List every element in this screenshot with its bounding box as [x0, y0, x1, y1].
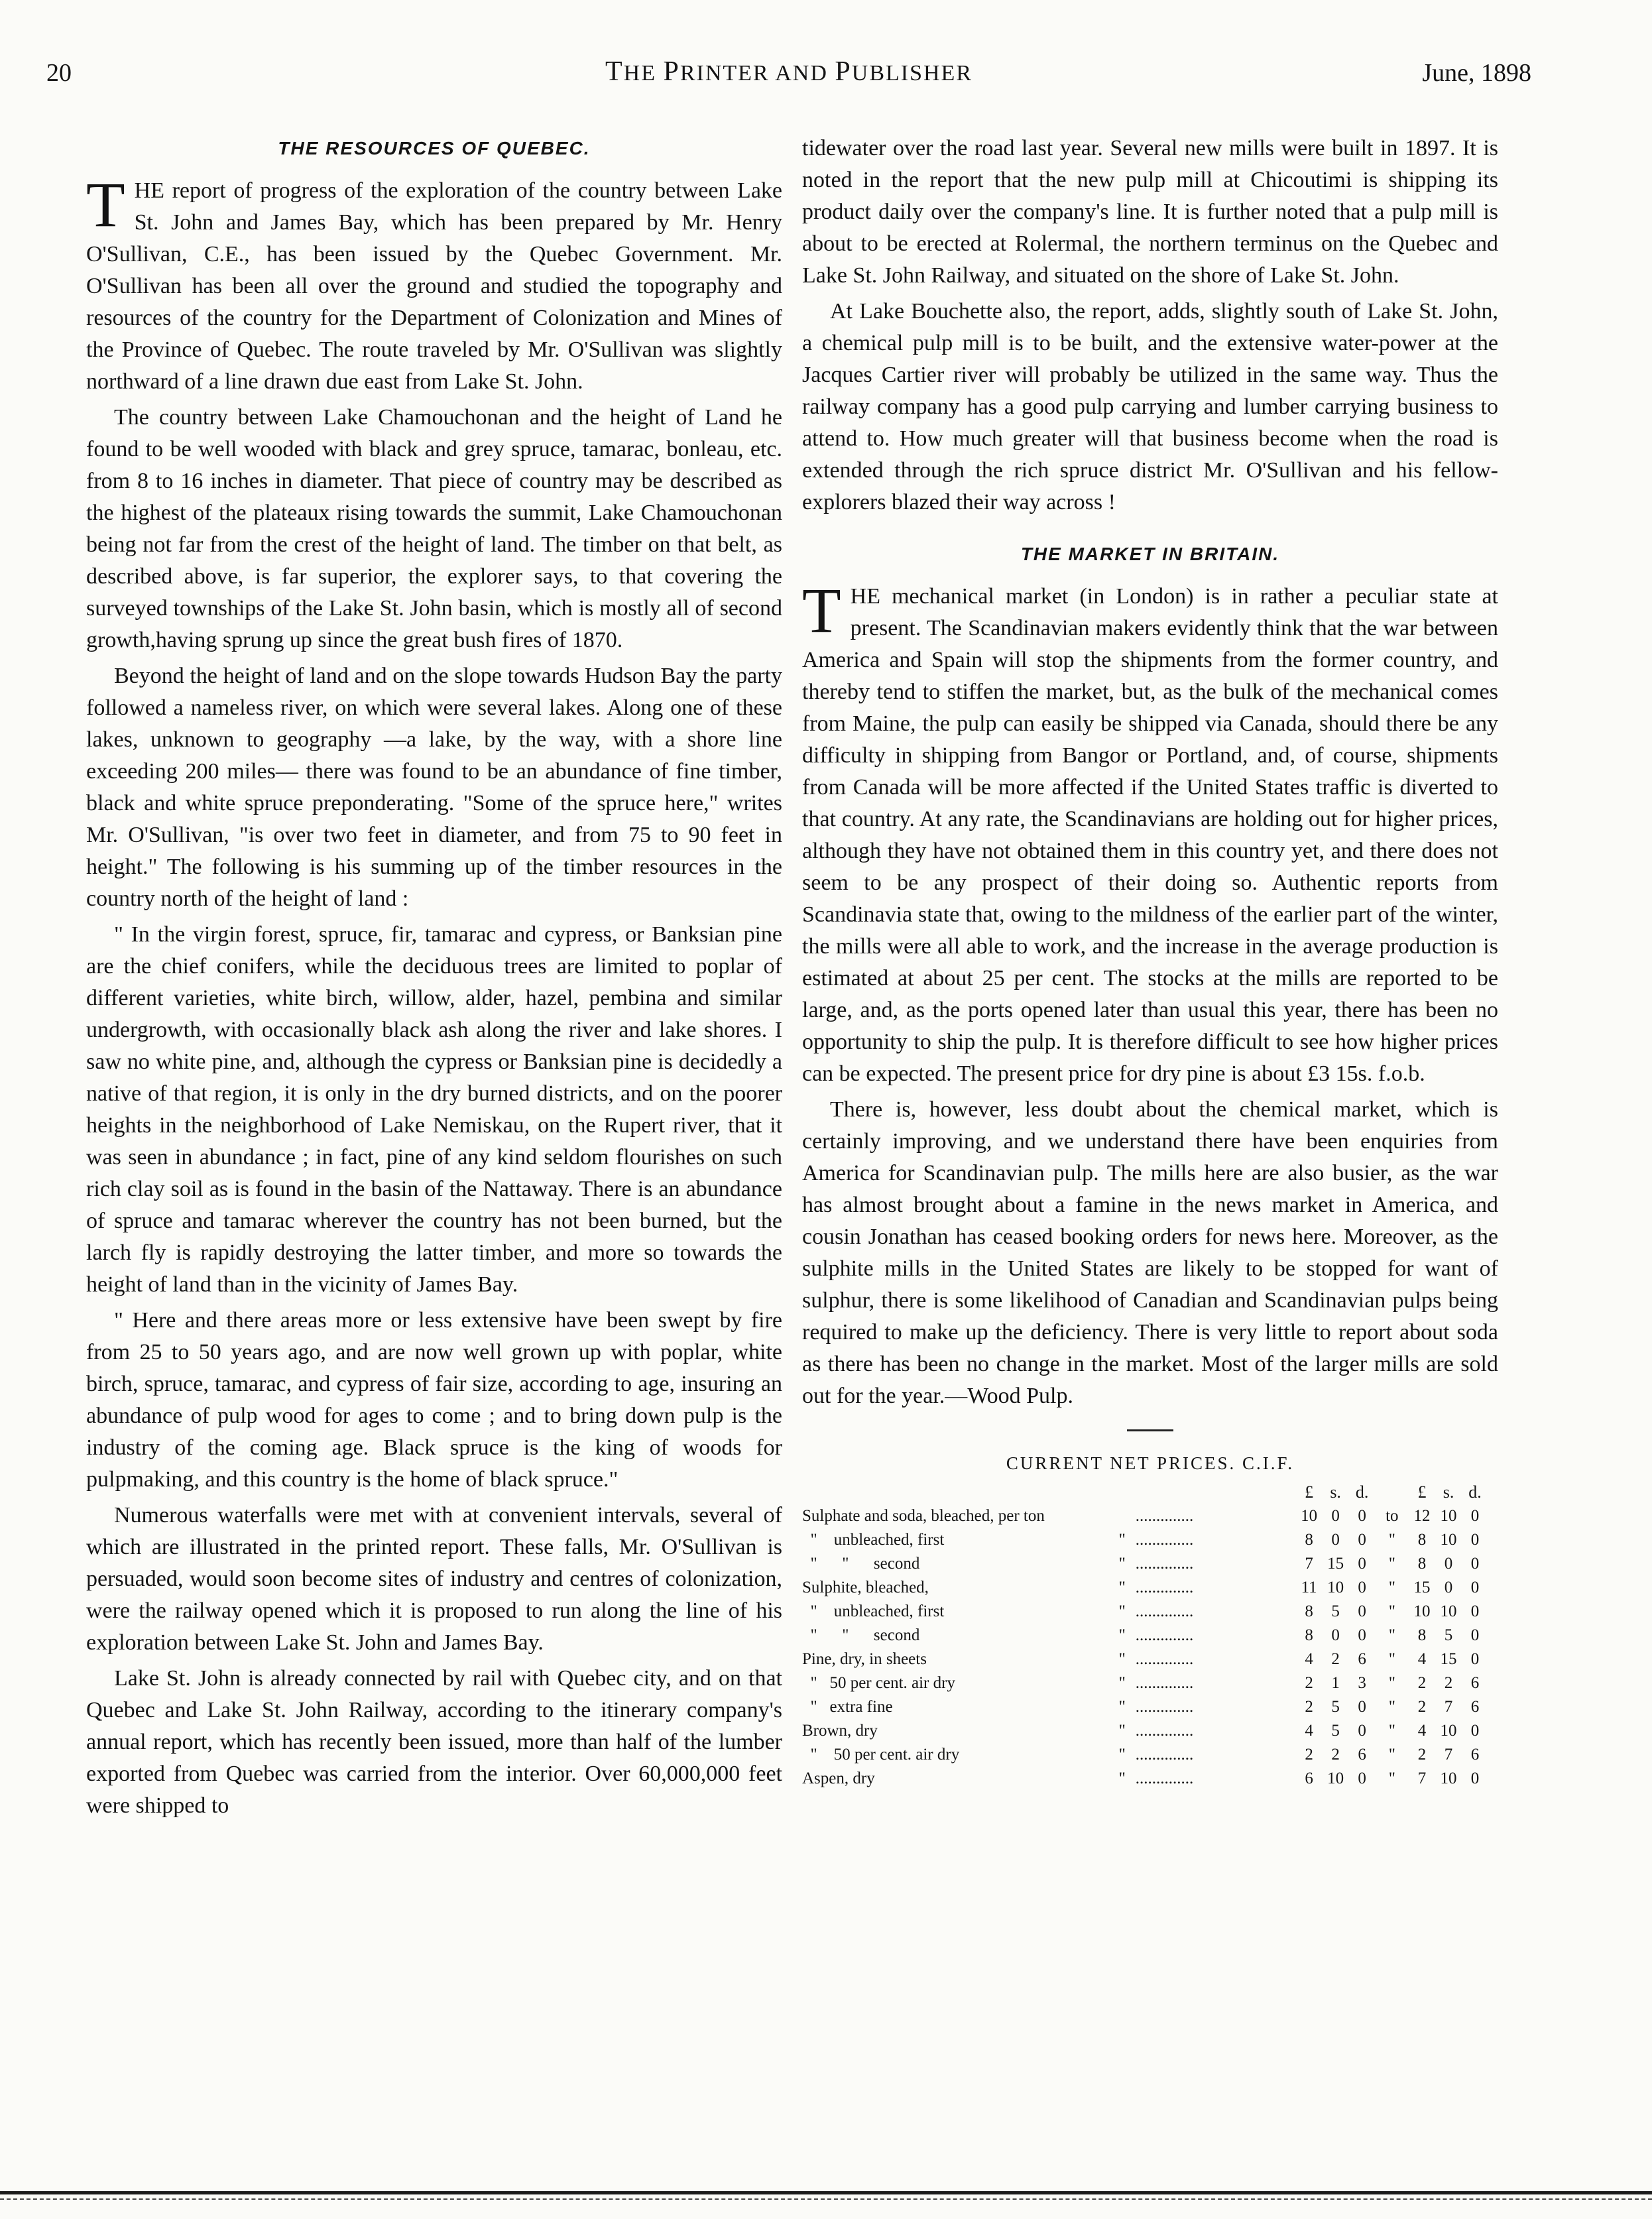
price-value: 0 — [1358, 1626, 1366, 1644]
price-value: 10 — [1440, 1722, 1457, 1740]
price-value: 8 — [1417, 1531, 1427, 1549]
price-table — [802, 1480, 1488, 1791]
price-value: 2 — [1331, 1650, 1340, 1668]
price-value: 6 — [1305, 1769, 1313, 1787]
price-value: 0 — [1470, 1531, 1480, 1549]
price-value: 2 — [1331, 1746, 1340, 1764]
price-value: 7 — [1305, 1555, 1313, 1573]
paragraph: There is, however, less doubt about the chemical market, which is certainly improving, and we understand there have been enquiries from America for Scandinavian pulp. The mills here are also busier, as the war has almost brought about a famine in the news market in America, and cousin Jonathan has ceased booking orders for news here. Moreover, as the sulphite mills in the United States are likely to be stopped for want of sulphur, there is some likelihood of Canadian and Scandinavian pulps being required to make up the deficiency. There is very little to report about soda as there has been no change in the market. Most of the larger mills are sold out for the year.—Wood Pulp. — [802, 1097, 1498, 1408]
paragraph: " Here and there areas more or less extensive have been swept by fire from 25 to 50 years ago, and are now well grown up with poplar, white birch, spruce, tamarac, and cypress of fair size, according to age, insuring an abundance of pulp wood for ages to come ; and to bring down pulp is the industry of the coming age. Black spruce is the king of woods for pulpmaking, and this country is the home of black spruce." — [86, 1308, 782, 1492]
page-header — [46, 52, 1531, 98]
range-separator: " — [1388, 1698, 1395, 1716]
price-value: 15 — [1327, 1555, 1344, 1573]
leader-dots: .............. — [1135, 1698, 1194, 1716]
ditto-mark: " — [1118, 1579, 1126, 1596]
ditto-mark: " — [1118, 1626, 1126, 1644]
ditto-mark: " — [1118, 1555, 1126, 1573]
price-value: 0 — [1358, 1555, 1366, 1573]
price-label: Sulphate and soda, bleached, per ton — [802, 1507, 1045, 1525]
price-row — [802, 1528, 1488, 1552]
price-label: " " second — [802, 1626, 920, 1644]
price-value: 0 — [1358, 1722, 1366, 1740]
price-value: 10 — [1327, 1579, 1344, 1596]
price-label: Brown, dry — [802, 1722, 878, 1740]
paragraph: Numerous waterfalls were met with at convenient intervals, several of which are illustrated in the printed report. These falls, Mr. O'Sullivan is persuaded, would soon become sites of industry and centres of colonization, were the railway opened which it is proposed to run along the line of his exploration between Lake St. John and James Bay. — [86, 1503, 782, 1655]
price-value: 0 — [1444, 1555, 1453, 1573]
price-value: 0 — [1470, 1579, 1480, 1596]
price-row — [802, 1743, 1488, 1767]
ditto-mark: " — [1118, 1650, 1126, 1668]
paragraph: " In the virgin forest, spruce, fir, tamarac and cypress, or Banksian pine are the chief conifers, while the deciduous trees are limited to poplar of different varieties, white birch, willow, alder, hazel, pembina and similar undergrowth, with occasionally black ash along the river and lake shores. I saw no white pine, and, although the cypress or Banksian pine is decidedly a native of that region, it is only in the dry burned districts, and on the poorer heights in the neighborhood of Lake Nemiskau, on the Rupert river, that it was seen in abundance ; in fact, pine of any kind seldom flourishes on such rich clay soil as is found in the basin of the Nattaway. There is an abundance of spruce and tamarac wherever the country has not been burned, but the larch fly is rapidly destroying the latter timber, and more so towards the height of land than in the vicinity of James Bay. — [86, 922, 782, 1297]
col-header: £ — [1305, 1482, 1314, 1502]
leader-dots: .............. — [1135, 1626, 1194, 1644]
title-part: RINTER AND — [679, 61, 835, 86]
paragraph-text: HE mechanical market (in London) is in rather a peculiar state at present. The Scandinavian makers evidently think that the war between America and Spain will stop the shipments from the former country, and thereby tend to stiffen the market, but, as the bulk of the mechanical comes from Maine, the pulp can easily be shipped via Canada, should there be any difficulty in shipping from Bangor or Portland, and, of course, shipments from Canada will be more affected if the United States traffic is diverted to that country. At any rate, the Scandinavians are holding out for higher prices, although they have not obtained them in this country yet, and there does not seem to be any prospect of their doing so. Authentic reports from Scandinavia state that, owing to the mildness of the earlier part of the winter, the mills were all able to work, and the increase in the average production is estimated at about 25 per cent. The stocks at the mills are reported to be large, and, as the ports opened later than usual this year, there has been no opportunity to ship the pulp. It is therefore difficult to see how higher prices can be expected. The present price for dry pine is about £3 15s. f.o.b. — [802, 584, 1498, 1086]
price-value: 5 — [1331, 1722, 1340, 1740]
col-header: d. — [1468, 1482, 1482, 1502]
price-row — [802, 1695, 1488, 1719]
leader-dots: .............. — [1135, 1769, 1194, 1787]
price-value: 0 — [1470, 1769, 1480, 1787]
price-value: 2 — [1417, 1674, 1427, 1692]
price-value: 0 — [1358, 1698, 1366, 1716]
leader-dots: .............. — [1135, 1722, 1194, 1740]
title-letter: T — [605, 56, 624, 87]
price-value: 10 — [1301, 1507, 1318, 1525]
paragraph — [802, 575, 1498, 1090]
ditto-mark: " — [1118, 1674, 1126, 1692]
title-part: HE — [623, 61, 664, 86]
price-value: 0 — [1358, 1769, 1366, 1787]
price-value: 0 — [1331, 1507, 1340, 1525]
paragraph: Lake St. John is already connected by rail with Quebec city, and on that Quebec and Lake St. John Railway, according to the itinerary company's annual report, which has recently been issued, more than half of the lumber exported from Quebec was carried from the interior. Over 60,000,000 feet were shipped to — [86, 1666, 782, 1818]
article-heading: THE RESOURCES OF QUEBEC. — [278, 138, 591, 158]
price-value: 7 — [1444, 1698, 1453, 1716]
bottom-rule-dashed — [0, 2198, 1652, 2200]
ditto-mark — [1109, 1504, 1136, 1528]
paragraph-text: HE report of progress of the exploration of the country between Lake St. John and James Bay, which has been prepared by Mr. Henry O'Sullivan, C.E., has been issued by the Quebec Government. Mr. O'Sullivan has been all over the ground and studied the topography and resources of the country for the Department of Colonization and Mines of the Province of Quebec. The route traveled by Mr. O'Sullivan was slightly northward of a line drawn due east from Lake St. John. — [86, 178, 782, 394]
price-value: 2 — [1417, 1698, 1427, 1716]
price-value: 12 — [1413, 1507, 1431, 1525]
price-value: 3 — [1358, 1674, 1366, 1692]
price-value: 6 — [1358, 1650, 1366, 1668]
price-row — [802, 1600, 1488, 1624]
ditto-mark: " — [1118, 1531, 1126, 1549]
paragraph — [86, 169, 782, 398]
range-separator: " — [1388, 1602, 1395, 1620]
price-row — [802, 1719, 1488, 1743]
price-value: 11 — [1301, 1579, 1317, 1596]
price-value: 0 — [1470, 1722, 1480, 1740]
price-label: " unbleached, first — [802, 1602, 945, 1620]
leader-dots: .............. — [1135, 1555, 1194, 1573]
price-value: 15 — [1440, 1650, 1457, 1668]
price-label: Pine, dry, in sheets — [802, 1650, 927, 1668]
price-value: 0 — [1470, 1602, 1480, 1620]
col-header: £ — [1417, 1482, 1427, 1502]
price-value: 0 — [1470, 1626, 1480, 1644]
ditto-mark: " — [1118, 1602, 1126, 1620]
title-letter: P — [663, 56, 680, 87]
price-value: 6 — [1470, 1698, 1480, 1716]
leader-dots: .............. — [1135, 1746, 1194, 1764]
price-value: 10 — [1440, 1602, 1457, 1620]
price-value: 0 — [1358, 1531, 1366, 1549]
leader-dots: .............. — [1135, 1602, 1194, 1620]
range-separator: " — [1388, 1555, 1395, 1573]
price-label: " 50 per cent. air dry — [802, 1746, 960, 1764]
leader-dots: .............. — [1135, 1531, 1194, 1549]
price-value: 7 — [1444, 1746, 1453, 1764]
price-value: 10 — [1440, 1507, 1457, 1525]
price-row — [802, 1504, 1488, 1528]
price-row — [802, 1648, 1488, 1671]
price-value: 1 — [1331, 1674, 1340, 1692]
col-header — [1376, 1480, 1409, 1504]
article-heading: THE MARKET IN BRITAIN. — [1020, 544, 1280, 564]
page-number: 20 — [46, 59, 72, 87]
price-value: 5 — [1444, 1626, 1453, 1644]
price-row — [802, 1624, 1488, 1648]
price-value: 0 — [1358, 1602, 1366, 1620]
price-value: 2 — [1305, 1746, 1313, 1764]
ditto-mark: " — [1118, 1722, 1126, 1740]
paragraph: At Lake Bouchette also, the report, adds, slightly south of Lake St. John, a chemical pulp mill is to be built, and the extensive water-power at the Jacques Cartier river will probably be utilized in the same way. Thus the railway company has a good pulp carrying and lumber carrying business to attend to. How much greater will that business become when the road is extended through the rich spruce district Mr. O'Sullivan and his fellow-explorers blazed their way across ! — [802, 299, 1498, 514]
range-separator: " — [1388, 1626, 1395, 1644]
price-value: 8 — [1417, 1626, 1427, 1644]
bottom-rule — [0, 2191, 1652, 2194]
issue-date: June, 1898 — [1422, 59, 1531, 87]
range-separator: " — [1388, 1769, 1395, 1787]
leader-dots: .............. — [1135, 1579, 1194, 1596]
price-row — [802, 1576, 1488, 1600]
price-value: 10 — [1413, 1602, 1431, 1620]
price-value: 10 — [1440, 1769, 1457, 1787]
price-value: 5 — [1331, 1698, 1340, 1716]
price-value: 2 — [1444, 1674, 1453, 1692]
price-label: Sulphite, bleached, — [802, 1579, 929, 1596]
publication-title — [46, 56, 1531, 88]
price-value: 6 — [1470, 1674, 1480, 1692]
col-header: s. — [1330, 1482, 1341, 1502]
price-value: 8 — [1305, 1602, 1313, 1620]
price-label: " extra fine — [802, 1698, 893, 1716]
ditto-mark: " — [1118, 1698, 1126, 1716]
drop-cap: T — [802, 575, 841, 646]
range-separator: " — [1388, 1531, 1395, 1549]
price-row — [802, 1552, 1488, 1576]
paragraph: The country between Lake Chamouchonan and the height of Land he found to be well wooded with black and grey spruce, tamarac, bonleau, etc. from 8 to 16 inches in diameter. That piece of country may be described as the highest of the plateaux rising towards the summit, Lake Chamouchonan being not far from the crest of the height of land. The timber on that belt, as described above, is far superior, the explorer says, to that covering the surveyed townships of the Lake St. John basin, which is mostly all of second growth,having sprung up since the great bush fires of 1870. — [86, 405, 782, 652]
price-table-header — [802, 1480, 1488, 1504]
right-column — [802, 133, 1498, 1791]
range-separator: " — [1388, 1579, 1395, 1596]
price-value: 7 — [1417, 1769, 1427, 1787]
price-value: 0 — [1358, 1579, 1366, 1596]
price-value: 8 — [1305, 1626, 1313, 1644]
left-column — [86, 133, 782, 1826]
col-header: s. — [1443, 1482, 1454, 1502]
range-separator: " — [1388, 1722, 1395, 1740]
price-value: 10 — [1327, 1769, 1344, 1787]
price-value: 4 — [1417, 1650, 1427, 1668]
range-separator: " — [1388, 1746, 1395, 1764]
price-value: 2 — [1417, 1746, 1427, 1764]
col-header: d. — [1355, 1482, 1369, 1502]
price-value: 6 — [1358, 1746, 1366, 1764]
price-value: 8 — [1417, 1555, 1427, 1573]
price-label: " unbleached, first — [802, 1531, 945, 1549]
price-value: 0 — [1331, 1531, 1340, 1549]
price-value: 4 — [1417, 1722, 1427, 1740]
price-value: 8 — [1305, 1531, 1313, 1549]
price-table-caption: CURRENT NET PRICES. C.I.F. — [1006, 1453, 1295, 1473]
paragraph: tidewater over the road last year. Several new mills were built in 1897. It is noted in the report that the new pulp mill at Chicoutimi is shipping its product daily over the company's line. It is further noted that a pulp mill is about to be erected at Rolermal, the northern terminus on the Quebec and Lake St. John Railway, and situated on the shore of Lake St. John. — [802, 136, 1498, 288]
price-value: 0 — [1470, 1555, 1480, 1573]
price-value: 0 — [1470, 1650, 1480, 1668]
divider — [1127, 1429, 1173, 1431]
ditto-mark: " — [1118, 1746, 1126, 1764]
price-label: Aspen, dry — [802, 1769, 875, 1787]
price-value: 5 — [1331, 1602, 1340, 1620]
price-table-section — [802, 1451, 1498, 1791]
title-part: UBLISHER — [851, 61, 973, 86]
leader-dots: .............. — [1135, 1507, 1194, 1525]
price-row — [802, 1671, 1488, 1695]
range-separator: " — [1388, 1674, 1395, 1692]
title-letter: P — [835, 56, 852, 87]
price-value: 15 — [1413, 1579, 1431, 1596]
drop-cap: T — [86, 169, 125, 240]
price-value: 4 — [1305, 1650, 1313, 1668]
price-value: 6 — [1470, 1746, 1480, 1764]
price-label: " 50 per cent. air dry — [802, 1674, 955, 1692]
price-label: " " second — [802, 1555, 920, 1573]
price-value: 2 — [1305, 1674, 1313, 1692]
leader-dots: .............. — [1135, 1650, 1194, 1668]
price-value: 0 — [1470, 1507, 1480, 1525]
range-separator: to — [1386, 1507, 1399, 1525]
price-row — [802, 1767, 1488, 1791]
leader-dots: .............. — [1135, 1674, 1194, 1692]
price-value: 2 — [1305, 1698, 1313, 1716]
range-separator: " — [1388, 1650, 1395, 1668]
paragraph: Beyond the height of land and on the slope towards Hudson Bay the party followed a nameless river, on which were several lakes. Along one of these lakes, unknown to geography —a lake, by the way, with a shore line exceeding 200 miles— there was found to be an abundance of fine timber, black and white spruce preponderating. "Some of the spruce here," writes Mr. O'Sullivan, "is over two feet in diameter, and from 75 to 90 feet in height." The following is his summing up of the timber resources in the country north of the height of land : — [86, 664, 782, 911]
ditto-mark: " — [1118, 1769, 1126, 1787]
price-value: 4 — [1305, 1722, 1313, 1740]
price-value: 0 — [1444, 1579, 1453, 1596]
price-value: 10 — [1440, 1531, 1457, 1549]
price-value: 0 — [1331, 1626, 1340, 1644]
price-value: 0 — [1358, 1507, 1366, 1525]
